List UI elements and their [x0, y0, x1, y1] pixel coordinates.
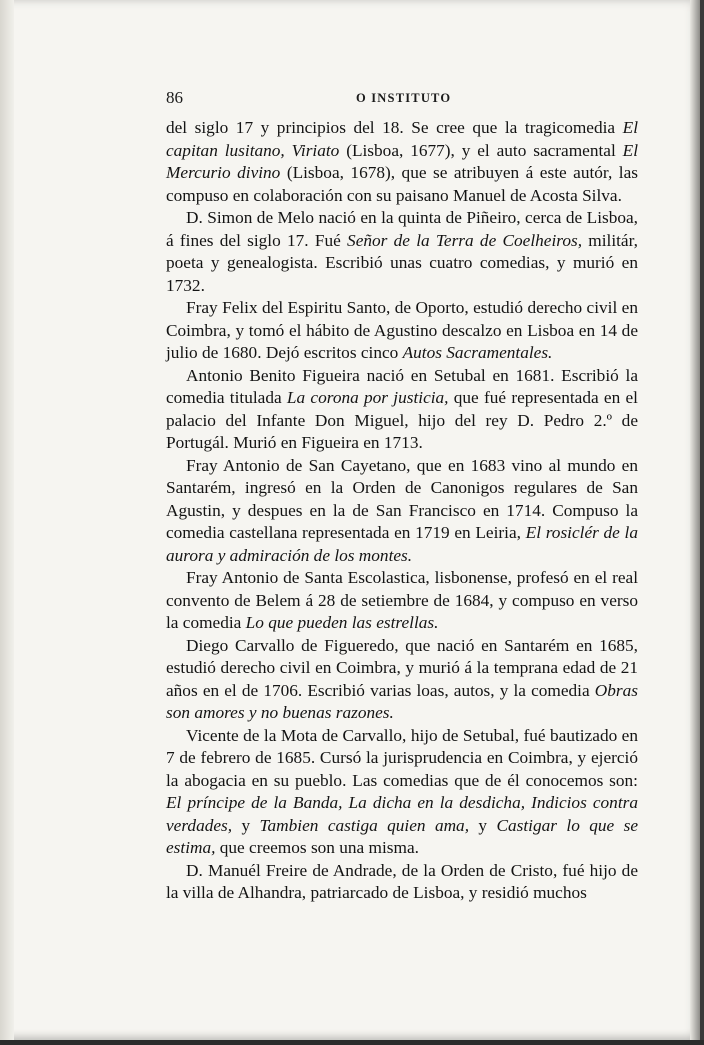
italic-title-text: Autos Sacramentales. — [402, 343, 553, 362]
paragraph-p7 — [166, 635, 638, 725]
page-number: 86 — [166, 88, 183, 107]
paragraph-p4 — [166, 365, 638, 455]
paragraph-text: Fray Antonio de Santa Escolastica, lisbonense, profesó en el real convento de Belem á 28 de setiembre de 1684, y compuso en verso la comedia — [166, 568, 638, 632]
paragraph-text: Fray Antonio de San Cayetano, que en 1683 vino al mundo en Santarém, ingresó en la Orden de Canonigos regulares de San Agustin, y despues en la de San Francisco en 1714. Compuso la comedia castellana representada en 1719 en Leiria, — [166, 455, 638, 542]
italic-title-text: Castigar lo que se estima, — [166, 815, 638, 857]
page-left-edge — [0, 0, 14, 1040]
italic-title-text: El príncipe de la Banda, La dicha en la desdicha, Indicios contra verdades, — [166, 793, 638, 835]
paragraph-text: Antonio Benito Figueira nació en Setubal en 1681. Escribió la comedia titulada — [166, 365, 638, 407]
paragraph-p6 — [166, 567, 638, 635]
page-right-edge — [690, 0, 700, 1040]
paragraph-p3 — [166, 297, 638, 365]
paragraph-text: militár, poeta y genealogista. Escribió unas cuatro comedias, y murió en 1732. — [166, 230, 638, 295]
italic-title-text: Tambien castiga quien ama, — [259, 815, 470, 835]
scan-bottom-border — [0, 1040, 704, 1045]
paragraph-p8 — [166, 725, 638, 860]
paragraph-p5 — [166, 455, 638, 568]
italic-title-text: Lo que pueden las estrellas. — [245, 613, 439, 632]
italic-title-text: Señor de la Terra de Coelheiros, — [347, 230, 583, 250]
italic-title-text: El Mercurio divino — [166, 140, 639, 182]
paragraph-p2 — [166, 207, 638, 297]
running-title: O INSTITUTO — [356, 91, 452, 105]
paragraph-text: D. Manuél Freire de Andrade, de la Orden de Cristo, fué hijo de la villa de Alhandra, patriarcado de Lisboa, y residió muchos — [166, 860, 638, 902]
paragraph-text: D. Simon de Melo nació en la quinta de Piñeiro, cerca de Lisboa, á fines del siglo 17. Fué — [166, 208, 638, 250]
paragraph-text: que creemos son una misma. — [215, 838, 419, 857]
page-header — [166, 88, 638, 110]
paragraph-text: (Lisboa, 1678), que se atribuyen á este autór, las compuso en colaboración con su paisano Manuel de Acosta Silva. — [166, 163, 638, 205]
paragraph-p1 — [166, 117, 638, 207]
paragraph-text: (Lisboa, 1677), y el auto sacramental — [339, 140, 623, 160]
italic-title-text: Obras son amores y no buenas razones. — [166, 680, 638, 722]
paragraph-text: que fué representada en el palacio del Infante Don Miguel, hijo del rey D. Pedro 2.º de Portugál. Murió en Figueira en 1713. — [166, 388, 638, 452]
italic-title-text: La corona por justicia, — [286, 388, 449, 407]
paragraph-text: del siglo 17 y principios del 18. Se cree que la tragicomedia — [166, 118, 623, 137]
paragraph-p9 — [166, 860, 638, 905]
paragraph-text: Diego Carvallo de Figueredo, que nació en Santarém en 1685, estudió derecho civil en Coimbra, y murió á la temprana edad de 21 años en el de 1706. Escribió varias loas, autos, y la comedia — [166, 635, 638, 700]
paragraph-text: y — [232, 815, 260, 835]
paragraph-text: y — [469, 815, 497, 835]
paragraph-text: Fray Felix del Espiritu Santo, de Oporto, estudió derecho civil en Coimbra, y tomó el hábito de Agustino descalzo en Lisboa en 14 de julio de 1680. Dejó escritos cinco — [166, 298, 638, 362]
body-text — [166, 117, 638, 905]
paragraph-text: Vicente de la Mota de Carvallo, hijo de Setubal, fué bautizado en 7 de febrero de 1685. Cursó la jurisprudencia en Coimbra, y ejerció la abogacia en su pueblo. Las comedias que de él conocemos son: — [166, 725, 638, 790]
italic-title-text: El rosiclér de la aurora y admiración de los montes. — [166, 523, 638, 565]
italic-title-text: El capitan lusitano, Viriato — [166, 118, 638, 160]
